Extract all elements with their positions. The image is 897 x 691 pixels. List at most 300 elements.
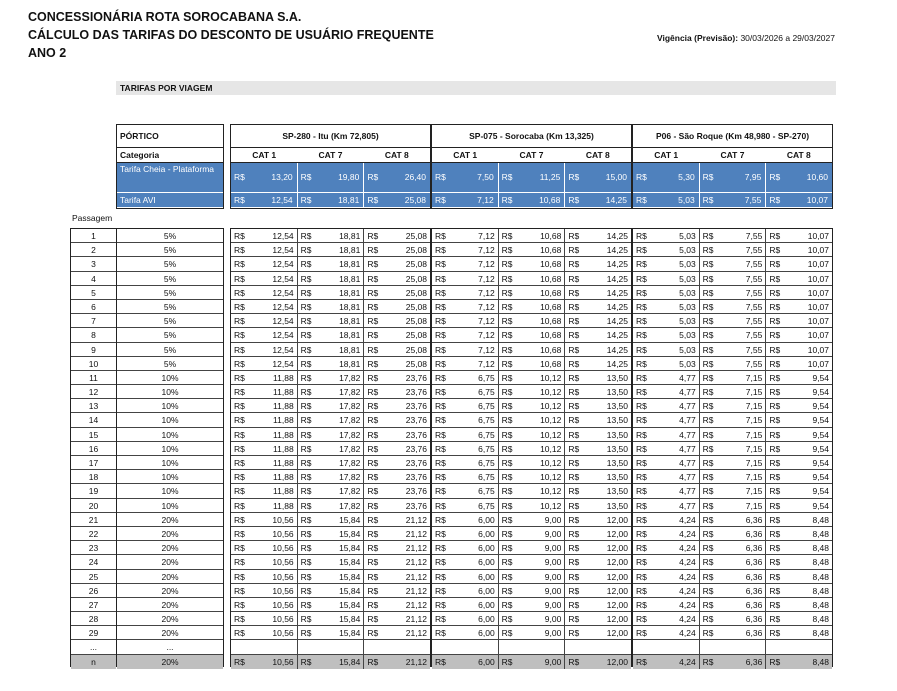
fare-value: 13,20: [271, 172, 293, 182]
fare-cell: [231, 456, 298, 469]
fare-cell: [364, 598, 430, 611]
table-row: [633, 598, 832, 612]
discount-percent: 10%: [161, 372, 179, 383]
fare-value: 21,12: [405, 656, 428, 667]
fare-value: 6,75: [478, 443, 495, 454]
portico-name: P06 - São Roque (Km 48,980 - SP-270): [655, 131, 810, 141]
fare-value: 4,24: [679, 614, 696, 625]
fare-value: 21,12: [405, 528, 428, 539]
passagem-number: 4: [91, 273, 96, 284]
fare-value: 18,81: [339, 273, 361, 284]
currency-symbol: R$: [501, 443, 513, 454]
fare-cell: [432, 541, 499, 554]
currency-symbol: R$: [234, 287, 245, 298]
table-row: [231, 314, 430, 328]
currency-symbol: R$: [636, 628, 647, 639]
fare-value: 18,81: [338, 195, 360, 205]
currency-symbol: R$: [435, 429, 446, 440]
fare-cell: [700, 243, 767, 256]
fare-cell: [700, 626, 767, 639]
fare-value: 18,81: [339, 316, 361, 327]
fare-value: 10,12: [540, 486, 562, 497]
fare-cell: [700, 272, 767, 285]
fare-cell: [298, 371, 365, 384]
table-row: [71, 328, 116, 342]
fare-value: 7,15: [745, 458, 763, 468]
currency-symbol: R$: [636, 344, 647, 355]
fare-cell: [364, 541, 430, 554]
fare-value: 25,08: [405, 330, 428, 341]
passagem-number: 1: [91, 231, 96, 241]
category-header: CAT 1: [453, 150, 478, 160]
fare-cell: [432, 626, 499, 639]
currency-symbol: R$: [234, 316, 245, 327]
table-row: [71, 527, 116, 541]
fare-cell: [499, 484, 566, 497]
fare-cell: [298, 272, 365, 285]
fare-cell: [499, 655, 566, 669]
values-block-3: [632, 228, 833, 667]
fare-cell: [766, 456, 832, 469]
currency-symbol: R$: [435, 301, 446, 312]
currency-symbol: R$: [568, 245, 580, 256]
fare-value: 6,00: [478, 628, 495, 639]
fare-cell: [633, 343, 700, 356]
fare-value: 14,25: [605, 195, 628, 205]
fare-value: 12,54: [272, 316, 294, 327]
cheia-cell: [565, 163, 631, 192]
passagem-number: 18: [88, 472, 99, 483]
fare-cell: [633, 655, 700, 669]
currency-symbol: R$: [501, 259, 513, 270]
fare-value: 7,15: [745, 486, 763, 497]
table-row: [71, 570, 116, 584]
discount-percent: 20%: [161, 528, 179, 539]
currency-symbol: R$: [501, 372, 513, 383]
currency-symbol: R$: [769, 259, 781, 270]
table-row: [71, 243, 116, 257]
currency-symbol: R$: [435, 330, 446, 341]
currency-symbol: R$: [234, 195, 245, 205]
fare-cell: [298, 357, 365, 370]
portico-label: PÓRTICO: [120, 131, 159, 141]
fare-value: 5,03: [678, 195, 695, 205]
table-row: [633, 286, 832, 300]
currency-symbol: R$: [501, 287, 513, 298]
fare-cell: [565, 456, 631, 469]
currency-symbol: R$: [300, 316, 312, 327]
fare-value: 7,55: [745, 273, 763, 284]
currency-symbol: R$: [702, 344, 714, 355]
currency-symbol: R$: [568, 472, 580, 483]
currency-symbol: R$: [367, 372, 379, 383]
currency-symbol: R$: [568, 287, 580, 298]
table-row: [231, 257, 430, 271]
fare-value: 5,03: [679, 330, 696, 341]
currency-symbol: R$: [636, 387, 647, 398]
fare-cell: [298, 328, 365, 341]
fare-cell: [633, 428, 700, 441]
currency-symbol: R$: [300, 259, 312, 270]
currency-symbol: R$: [568, 614, 580, 625]
discount-percent: 10%: [161, 458, 179, 468]
currency-symbol: R$: [702, 543, 714, 554]
fare-cell: [364, 243, 430, 256]
fare-cell: [700, 328, 767, 341]
passagem-number: 8: [91, 330, 96, 341]
currency-symbol: R$: [501, 330, 513, 341]
fare-value: 10,68: [540, 330, 562, 341]
fare-value: 4,24: [679, 628, 696, 639]
fare-cell: [499, 598, 566, 611]
fare-value: 21,12: [405, 514, 428, 525]
fare-value: 4,77: [679, 500, 696, 511]
currency-symbol: R$: [300, 472, 312, 483]
fare-value: 6,36: [745, 557, 763, 568]
table-row: [231, 456, 430, 470]
table-row: [633, 484, 832, 498]
currency-symbol: R$: [234, 301, 245, 312]
passagem-number: 22: [88, 528, 99, 539]
fare-value: 6,75: [478, 458, 495, 468]
fare-cell: [231, 257, 298, 270]
currency-symbol: R$: [234, 500, 245, 511]
fare-value: 6,00: [478, 585, 495, 596]
table-row: [432, 484, 631, 498]
currency-symbol: R$: [234, 628, 245, 639]
fare-value: 14,25: [606, 358, 629, 369]
fare-value: 4,77: [679, 458, 696, 468]
currency-symbol: R$: [234, 387, 245, 398]
fare-value: 8,48: [812, 571, 830, 582]
currency-symbol: R$: [769, 585, 781, 596]
passagem-number: 12: [88, 387, 99, 398]
currency-symbol: R$: [367, 628, 379, 639]
fare-value: 9,54: [812, 458, 830, 468]
fare-value: 14,25: [606, 231, 629, 241]
table-row: [117, 371, 223, 385]
discount-percent: 5%: [163, 358, 177, 369]
passagem-number: 27: [88, 599, 99, 610]
currency-symbol: R$: [702, 387, 714, 398]
fare-cell: [231, 385, 298, 398]
fare-cell: [298, 541, 365, 554]
fare-value: 10,68: [540, 273, 562, 284]
table-row: [231, 442, 430, 456]
currency-symbol: R$: [367, 415, 379, 426]
fare-cell: [432, 470, 499, 483]
currency-symbol: R$: [501, 614, 513, 625]
fare-value: 4,24: [679, 557, 696, 568]
fare-value: 18,81: [339, 301, 361, 312]
currency-symbol: R$: [501, 486, 513, 497]
currency-symbol: R$: [367, 571, 379, 582]
fare-value: 6,36: [745, 628, 763, 639]
fare-value: 25,08: [405, 358, 428, 369]
fare-value: 14,25: [606, 344, 629, 355]
currency-symbol: R$: [367, 557, 379, 568]
fare-value: 6,36: [745, 543, 763, 554]
fare-value: 23,76: [405, 500, 428, 511]
cheia-cell: [766, 163, 832, 192]
currency-symbol: R$: [367, 344, 379, 355]
currency-symbol: R$: [234, 458, 245, 468]
fare-cell: [633, 484, 700, 497]
fare-cell: [766, 555, 832, 568]
fare-value: 5,03: [679, 358, 696, 369]
fare-value: 10,07: [807, 301, 830, 312]
fare-cell: [231, 286, 298, 299]
vigencia: [657, 33, 835, 43]
table-row: [71, 371, 116, 385]
vigencia-label: Vigência (Previsão):: [656, 33, 739, 43]
currency-symbol: R$: [435, 401, 446, 412]
table-row: [432, 357, 631, 371]
currency-symbol: R$: [234, 358, 245, 369]
currency-symbol: R$: [234, 528, 245, 539]
table-row: [432, 555, 631, 569]
currency-symbol: R$: [501, 316, 513, 327]
passagem-number: 17: [88, 458, 99, 468]
currency-symbol: R$: [769, 415, 781, 426]
fare-value: 7,12: [477, 195, 494, 205]
currency-symbol: R$: [568, 330, 580, 341]
currency-symbol: R$: [501, 528, 513, 539]
fare-cell: [432, 286, 499, 299]
fare-cell: [766, 655, 832, 669]
currency-symbol: R$: [769, 472, 781, 483]
table-row: [231, 626, 430, 640]
currency-symbol: R$: [300, 599, 312, 610]
fare-value: 10,68: [540, 301, 562, 312]
fare-value: 8,48: [812, 656, 830, 667]
currency-symbol: R$: [769, 528, 781, 539]
currency-symbol: R$: [501, 585, 513, 596]
currency-symbol: R$: [367, 528, 379, 539]
fare-cell: [298, 399, 365, 412]
fare-cell: [432, 499, 499, 512]
currency-symbol: R$: [300, 486, 312, 497]
table-row: [633, 513, 832, 527]
table-row: [633, 626, 832, 640]
table-row: [71, 399, 116, 413]
fare-cell: [499, 612, 566, 625]
fare-value: 12,54: [271, 195, 293, 205]
table-row: [432, 399, 631, 413]
currency-symbol: R$: [234, 415, 245, 426]
fare-cell: [364, 584, 430, 597]
fare-value: 6,75: [478, 372, 495, 383]
fare-cell: [766, 413, 832, 426]
fare-value: 9,00: [544, 528, 562, 539]
fare-cell: [231, 484, 298, 497]
fare-cell: [766, 612, 832, 625]
table-row: [231, 300, 430, 314]
fare-value: 10,60: [806, 172, 829, 182]
fare-cell: [565, 499, 631, 512]
currency-symbol: R$: [501, 429, 513, 440]
currency-symbol: R$: [636, 245, 647, 256]
currency-symbol: R$: [367, 287, 379, 298]
fare-cell: [364, 626, 430, 639]
fare-cell: [364, 555, 430, 568]
fare-cell: [231, 612, 298, 625]
currency-symbol: R$: [300, 301, 312, 312]
currency-symbol: R$: [300, 358, 312, 369]
table-row: [117, 286, 223, 300]
discount-percent: 10%: [161, 472, 179, 483]
fare-value: 7,15: [745, 429, 763, 440]
fare-value: 9,54: [812, 500, 830, 511]
fare-cell: [499, 229, 566, 242]
fare-value: 7,55: [744, 195, 762, 205]
table-row: [633, 371, 832, 385]
fare-value: 7,12: [478, 245, 495, 256]
currency-symbol: R$: [636, 195, 647, 205]
fare-value: 6,75: [478, 472, 495, 483]
passagem-number: 25: [88, 571, 99, 582]
fare-value: 7,50: [477, 172, 494, 182]
fare-value: 9,54: [812, 372, 830, 383]
currency-symbol: R$: [568, 557, 580, 568]
fare-cell: [499, 357, 566, 370]
fare-value: 18,81: [339, 358, 361, 369]
currency-symbol: R$: [501, 557, 513, 568]
fare-cell: [700, 470, 767, 483]
fare-cell: [432, 272, 499, 285]
fare-cell: [432, 328, 499, 341]
passagem-number: 3: [91, 259, 96, 270]
category-header: CAT 1: [252, 150, 277, 160]
discount-percent: 20%: [161, 599, 179, 610]
table-row: [432, 527, 631, 541]
fare-cell: [432, 527, 499, 540]
currency-symbol: R$: [435, 528, 446, 539]
fare-cell: [766, 499, 832, 512]
tarifa-cheia-label: Tarifa Cheia - Plataforma: [120, 164, 215, 174]
currency-symbol: R$: [636, 301, 647, 312]
fare-value: 4,24: [679, 514, 696, 525]
currency-symbol: R$: [769, 330, 781, 341]
fare-cell: [432, 300, 499, 313]
fare-cell: [298, 343, 365, 356]
tarifa-avi-label: Tarifa AVI: [120, 195, 156, 205]
fare-value: 5,03: [679, 301, 696, 312]
fare-value: 10,12: [540, 415, 562, 426]
fare-cell: [364, 314, 430, 327]
portico-header-1: [230, 124, 431, 209]
fare-value: 12,00: [606, 628, 629, 639]
table-row: [432, 385, 631, 399]
fare-cell: [231, 584, 298, 597]
currency-symbol: R$: [568, 231, 580, 241]
table-row: [117, 513, 223, 527]
fare-cell: [633, 257, 700, 270]
currency-symbol: R$: [367, 195, 379, 205]
fare-cell: [700, 399, 767, 412]
table-row: [71, 385, 116, 399]
fare-cell: [700, 314, 767, 327]
passagem-number: 15: [88, 429, 99, 440]
fare-cell: [700, 413, 767, 426]
passagem-column: [70, 228, 117, 667]
fare-cell: [700, 612, 767, 625]
fare-value: 19,80: [338, 172, 360, 182]
table-row: [231, 371, 430, 385]
fare-cell: [766, 570, 832, 583]
fare-cell: [565, 570, 631, 583]
currency-symbol: R$: [769, 557, 781, 568]
currency-symbol: R$: [702, 415, 714, 426]
fare-value: 8,48: [812, 599, 830, 610]
fare-value: 7,15: [745, 472, 763, 483]
fare-cell: [298, 300, 365, 313]
currency-symbol: R$: [636, 330, 647, 341]
fare-cell: [432, 456, 499, 469]
currency-symbol: R$: [568, 458, 580, 468]
table-row: [633, 257, 832, 271]
fare-value: 15,84: [339, 543, 361, 554]
currency-symbol: R$: [300, 543, 312, 554]
fare-value: 7,12: [478, 273, 495, 284]
fare-value: 12,00: [606, 543, 629, 554]
table-row: [117, 541, 223, 555]
currency-symbol: R$: [769, 401, 781, 412]
fare-value: 6,36: [745, 571, 763, 582]
section-bar: [116, 81, 836, 95]
fare-cell: [633, 371, 700, 384]
fare-value: 21,12: [405, 571, 428, 582]
fare-cell: [700, 527, 767, 540]
fare-value: 10,68: [539, 195, 561, 205]
currency-symbol: R$: [501, 458, 513, 468]
fare-value: 15,84: [339, 656, 361, 667]
table-row: [231, 484, 430, 498]
fare-value: 7,55: [745, 358, 763, 369]
fare-value: 6,00: [478, 571, 495, 582]
fare-value: 12,54: [272, 301, 294, 312]
currency-symbol: R$: [568, 316, 580, 327]
portico-name: SP-280 - Itu (Km 72,805): [282, 131, 379, 141]
currency-symbol: R$: [769, 628, 781, 639]
table-row: [633, 385, 832, 399]
values-block-1: [230, 228, 431, 667]
fare-value: 7,55: [745, 344, 763, 355]
fare-cell: [766, 286, 832, 299]
table-row: [231, 541, 430, 555]
fare-value: 4,24: [679, 585, 696, 596]
fare-cell: [633, 555, 700, 568]
fare-value: 10,56: [272, 543, 294, 554]
fare-value: 23,76: [405, 372, 428, 383]
fare-cell: [565, 328, 631, 341]
fare-value: 18,81: [339, 330, 361, 341]
fare-value: 7,55: [745, 316, 763, 327]
table-row: [117, 442, 223, 456]
currency-symbol: R$: [435, 358, 446, 369]
fare-value: 23,76: [405, 387, 428, 398]
discount-percent: 10%: [161, 387, 179, 398]
fare-value: 4,77: [679, 429, 696, 440]
currency-symbol: R$: [769, 195, 781, 205]
fare-cell: [766, 527, 832, 540]
table-row: [432, 499, 631, 513]
currency-symbol: R$: [769, 372, 781, 383]
fare-cell: [766, 272, 832, 285]
fare-cell: [565, 286, 631, 299]
fare-cell: [565, 343, 631, 356]
avi-cell: [432, 193, 499, 207]
